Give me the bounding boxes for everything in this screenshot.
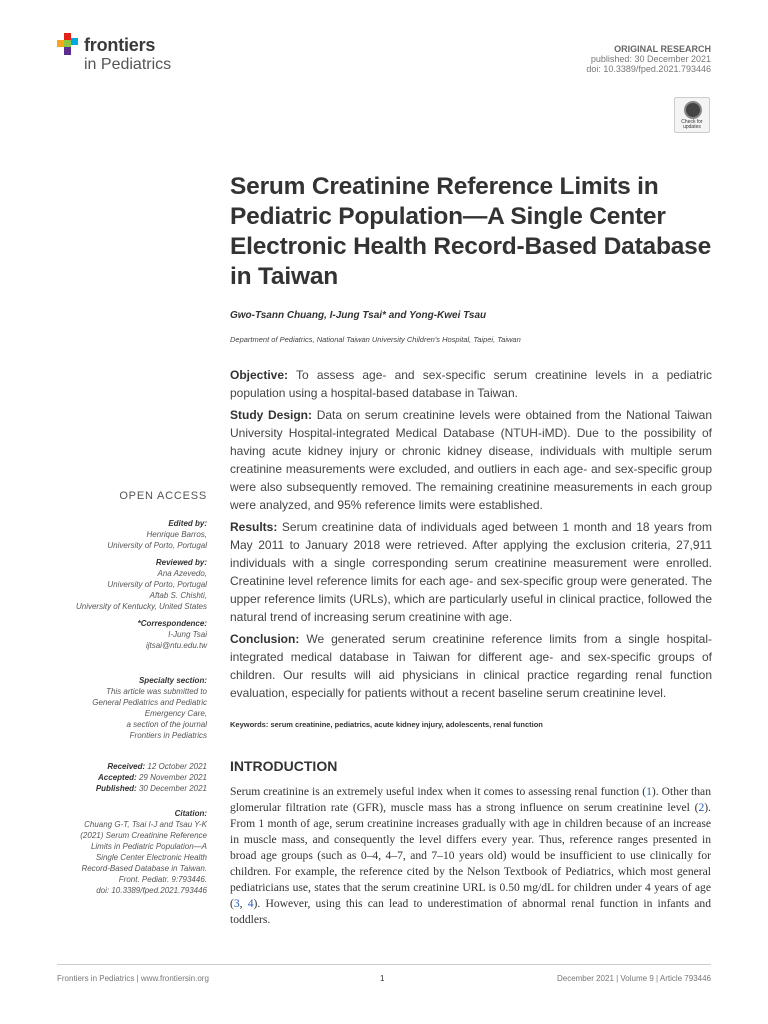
citation-link[interactable]: 4	[247, 897, 254, 910]
check-for-updates-badge[interactable]	[674, 97, 710, 133]
correspondence: *Correspondence: I-Jung Tsai ijtsai@ntu.edu.tw	[57, 618, 207, 651]
footer-issue: December 2021 | Volume 9 | Article 793446	[556, 974, 711, 983]
section-heading-introduction: INTRODUCTION	[230, 758, 338, 774]
article-doi[interactable]: doi: 10.3389/fped.2021.793446	[586, 64, 711, 74]
reviewed-by: Reviewed by: Ana Azevedo, University of Porto, Portugal Aftab S. Chishti, University of Kentucky, United States	[75, 558, 207, 611]
article-title: Serum Creatinine Reference Limits in Pediatric Population—A Single Center Electronic Health Record-Based Database in Taiwan	[230, 173, 712, 290]
keywords: Keywords: serum creatinine, pediatrics, acute kidney injury, adolescents, renal function	[230, 720, 543, 729]
affiliation: Department of Pediatrics, National Taiwan University Children's Hospital, Taipei, Taiwan	[230, 335, 521, 344]
published-date: published: 30 December 2021	[590, 54, 711, 64]
author-list[interactable]: Gwo-Tsann Chuang, I-Jung Tsai* and Yong-Kwei Tsau	[230, 310, 487, 321]
citation-doi[interactable]: doi: 10.3389/fped.2021.793446	[96, 886, 207, 895]
citation-link[interactable]: 2	[698, 801, 705, 814]
abstract-conclusion: Conclusion: We generated serum creatinine reference limits from a single hospital-integrated medical database in Taiwan for different age- and sex-specific groups of children. Our results will aid physicians in clinical practice regarding renal function evaluation, especially for patients without a recent baseline serum creatinine level.	[230, 632, 712, 700]
citation-link[interactable]: 3	[233, 897, 240, 910]
abstract	[230, 366, 712, 706]
article-dates: Received: 12 October 2021 Accepted: 29 November 2021 Published: 30 December 2021	[95, 762, 207, 793]
article-meta	[586, 44, 711, 74]
page-number: 1	[380, 974, 385, 983]
introduction-paragraph: Serum creatinine is an extremely useful index when it comes to assessing renal function (1). Other than glomerular filtration rate (GFR), muscle mass has a strong influence on serum creatinine level (2). From 1 month of age, serum creatinine increases gradually with age in children because of an increase in muscle mass, and consequently the level differs every year. Thus, reference ranges presented in broad age groups (such as 0–4, 4–7, and 7–10 years old) would be insufficient to use clinically for children. For example, the reference cited by the Nelson Textbook of Pediatrics, which most general pediatricians use, states that the serum creatinine URL is 0.50 mg/dL for children under 4 years of age (3, 4). However, using this can lead to underestimation of abnormal renal function in infants and toddlers.	[230, 785, 712, 926]
journal-brand: frontiers	[84, 35, 156, 55]
abstract-results: Results: Serum creatinine data of individuals aged between 1 month and 18 years from May 2011 to January 2018 were retrieved. After applying the exclusion criteria, 27,911 individuals with a single corresponding serum creatinine measurement were enrolled. Creatinine level reference limits for each age- and sex-specific group were generated. The upper reference limits (URLs), which are particularly useful in clinical practice, followed the natural trend of increasing serum creatinine with age.	[230, 520, 712, 624]
frontiers-logo-icon	[57, 33, 79, 57]
sidebar-info	[57, 518, 207, 902]
journal-subtitle: in Pediatrics	[84, 56, 172, 73]
footer-divider	[57, 964, 711, 965]
citation: Citation: Chuang G-T, Tsai I-J and Tsau Y-K (2021) Serum Creatinine Reference Limits in Pediatric Population—A Single Center Electronic Health Record-Based Database in Taiwan. Front. Pediatr. 9:793446. doi: 10.3389/fped.2021.793446	[57, 808, 207, 896]
specialty-section: Specialty section: This article was submitted to General Pediatrics and Pediatric Emergency Care, a section of the journal Frontiers in Pediatrics	[92, 676, 207, 740]
article-type: ORIGINAL RESEARCH	[614, 44, 711, 54]
journal-logo	[57, 33, 197, 78]
open-access-label: OPEN ACCESS	[119, 490, 207, 502]
edited-by: Edited by: Henrique Barros, University of Porto, Portugal	[107, 519, 207, 550]
check-updates-label: Check for updates	[681, 119, 703, 130]
abstract-objective: Objective: To assess age- and sex-specific serum creatinine levels in a pediatric population using a hospital-based database in Taiwan.	[230, 368, 712, 400]
check-updates-icon	[684, 101, 702, 119]
citation-link[interactable]: 1	[646, 785, 652, 798]
footer-journal[interactable]: Frontiers in Pediatrics | www.frontiersin.org	[57, 974, 209, 983]
correspondence-email[interactable]: ijtsai@ntu.edu.tw	[145, 641, 207, 650]
abstract-study-design: Study Design: Data on serum creatinine levels were obtained from the National Taiwan University Hospital-integrated Medical Database (NTUH-iMD). Due to the possibility of having acute kidney injury or chronic kidney disease, individuals with multiple serum creatinine measurements were excluded, and outliers in each age- and sex-specific group were also subsequently removed. The remaining creatinine measurements in each group were analyzed, and 95% reference limits were established.	[230, 408, 713, 512]
